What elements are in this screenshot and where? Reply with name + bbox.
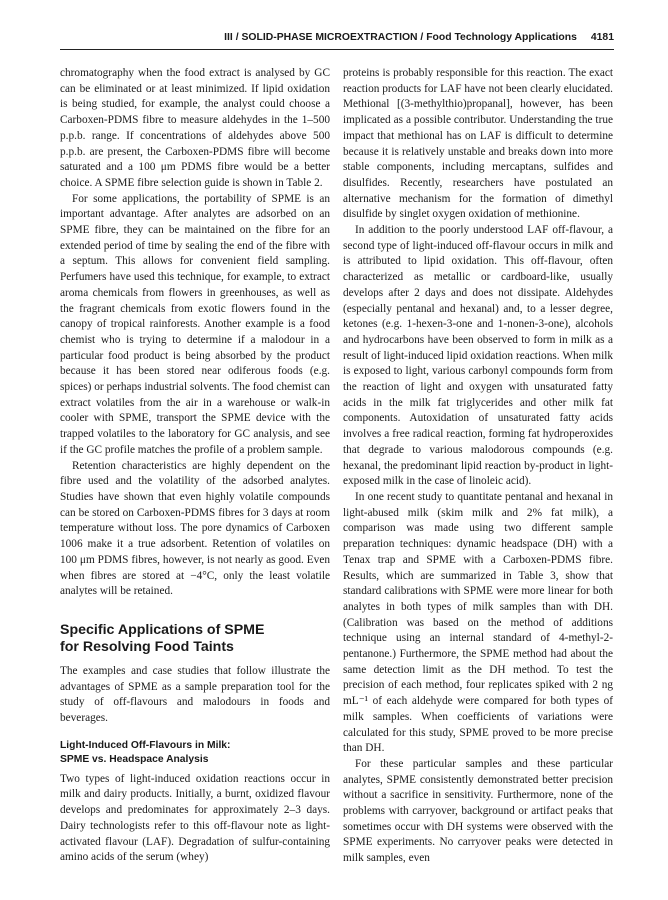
page-number: 4181 [590,32,614,43]
running-title: III / SOLID-PHASE MICROEXTRACTION / Food Technology Applications [224,32,577,43]
paragraph: chromatography when the food extract is analysed by GC can be eliminated or at least minimized. If lipid oxidation is being studied, for example, the analyst could choose a Carboxen-PDMS fibre to measure aldehydes in the 1–500 p.p.b. range. If concentrations of aldehydes above 500 p.p.b. are present, the Carboxen-PDMS fibre will become saturated and a 100 μm PDMS fibre would be a better choice. A SPME fibre selection guide is shown in Table 2. [60,67,330,189]
running-header [60,32,614,43]
paragraph: For these particular samples and these particular analytes, SPME consistently demonstrated better precision without a sacrifice in sensitivity. Furthermore, none of the problems with carryover, background or artifact peaks that sometimes occur with DH systems were observed with the SPME experiments. No carryover peaks were detected in milk samples, even [343,757,613,865]
subsection-heading [60,739,330,767]
header-rule [60,49,614,50]
subsection-heading-line: Light-Induced Off-Flavours in Milk: [60,739,231,751]
left-column [60,66,330,866]
section-heading-line: Specific Applications of SPME [60,621,265,638]
section-heading [60,622,330,657]
paragraph: For some applications, the portability of SPME is an important advantage. After analytes are adsorbed on an SPME fibre, they can be maintained on the fibre for an extended period of time by sealing the end of the fibre with a septum. This allows for convenient field sampling. Perfumers have used this technique, for example, to extract aroma chemicals from flowers in greenhouses, as well as the fragrant chemicals from exotic flowers found in the canopy of tropical rainforests. Another example is a food chemist who is trying to determine if a malodour in a particular food product is being absorbed by the product because it has been stored near odiferous foods (e.g. spices) or perhaps industrial solvents. The food chemist can extract volatiles from the air in a warehouse or walk-in cooler with SPME, transport the SPME device with the trapped volatiles to the laboratory for GC analysis, and see if the GC profile matches the profile of a problem sample. [60,192,330,456]
paragraph: Retention characteristics are highly dependent on the fibre used and the volatility of the adsorbed analytes. Studies have shown that even highly volatile compounds can be stored on Carboxen-PDMS fibres for 3 days at room temperature without loss. The pore dynamics of Carboxen 1006 make it a true adsorbent. Retention of volatiles on 100 μm PDMS fibres, however, is not nearly as good. Even when fibres are stored at −4°C, only the least volatile analytes will be retained. [60,459,330,598]
paragraph: In one recent study to quantitate pentanal and hexanal in light-abused milk (skim milk and 2% fat milk), a comparison was made using two different sample preparation techniques: dynamic headspace (DH) with a Tenax trap and SPME with a Carboxen-PDMS fibre. Results, which are summarized in Table 3, show that standard calibrations with SPME were more linear for both analytes in both types of milk samples than with DH. (Calibration was based on the method of additions technique using an internal standard of 4-methyl-2-pentanone.) Furthermore, the SPME method had about the same detection limit as the DH method. To test the precision of each method, four replicates spiked with 2 ng mL⁻¹ of each aldehyde were compared for both types of milk samples. When coefficients of variations were calculated for this study, SPME proved to be more precise than DH. [343,490,613,755]
subsection-heading-line: SPME vs. Headspace Analysis [60,753,209,765]
section-heading-line: for Resolving Food Taints [60,639,234,656]
paragraph: The examples and case studies that follow illustrate the advantages of SPME as a sample preparation tool for the study of off-flavours and malodours in foods and beverages. [60,664,330,725]
paragraph: Two types of light-induced oxidation reactions occur in milk and dairy products. Initially, a burnt, oxidized flavour develops and predominates for approximately 2–3 days. Dairy technologists refer to this off-flavour note as light-activated flavour (LAF). Degradation of sulfur-containing amino acids of the serum (whey) [60,772,330,864]
paragraph: proteins is probably responsible for this reaction. The exact reaction products for LAF have not been clearly elucidated. Methional [(3-methylthio)propanal], however, has been implicated as a possible contributor. Understanding the true impact that methional has on LAF is difficult to determine because it is relatively unstable and breaks down into more stable components, including mercaptans, sulfides and disulfides. Recently, researchers have postulated an alternative mechanism for the formation of dimethyl disulfide by singlet oxygen oxidation of methionine. [343,67,613,221]
right-column [343,66,613,867]
paragraph: In addition to the poorly understood LAF off-flavour, a second type of light-induced off-flavour occurs in milk and is attributed to lipid oxidation. This off-flavour, often characterized as metallic or cardboard-like, usually develops after 2 days and does not dissipate. Aldehydes (especially pentanal and hexanal) and, to a lesser degree, ketones (e.g. 1-hexen-3-one and 1-nonen-3-one), alcohols and hydrocarbons have been observed to form in milk as a result of light-induced lipid oxidation reactions. When milk is exposed to light, various carbonyl compounds form from the reaction of light and oxygen with unsaturated fatty acids in the milk fat triglycerides and other milk fat components. Autoxidation of unsaturated fatty acids involves a free radical reaction, forming fat hydroperoxides that degrade to various malodorous compounds (e.g. hexanal, the predominant lipid reaction by-product in light-exposed milk in the case of linoleic acid). [343,224,613,488]
